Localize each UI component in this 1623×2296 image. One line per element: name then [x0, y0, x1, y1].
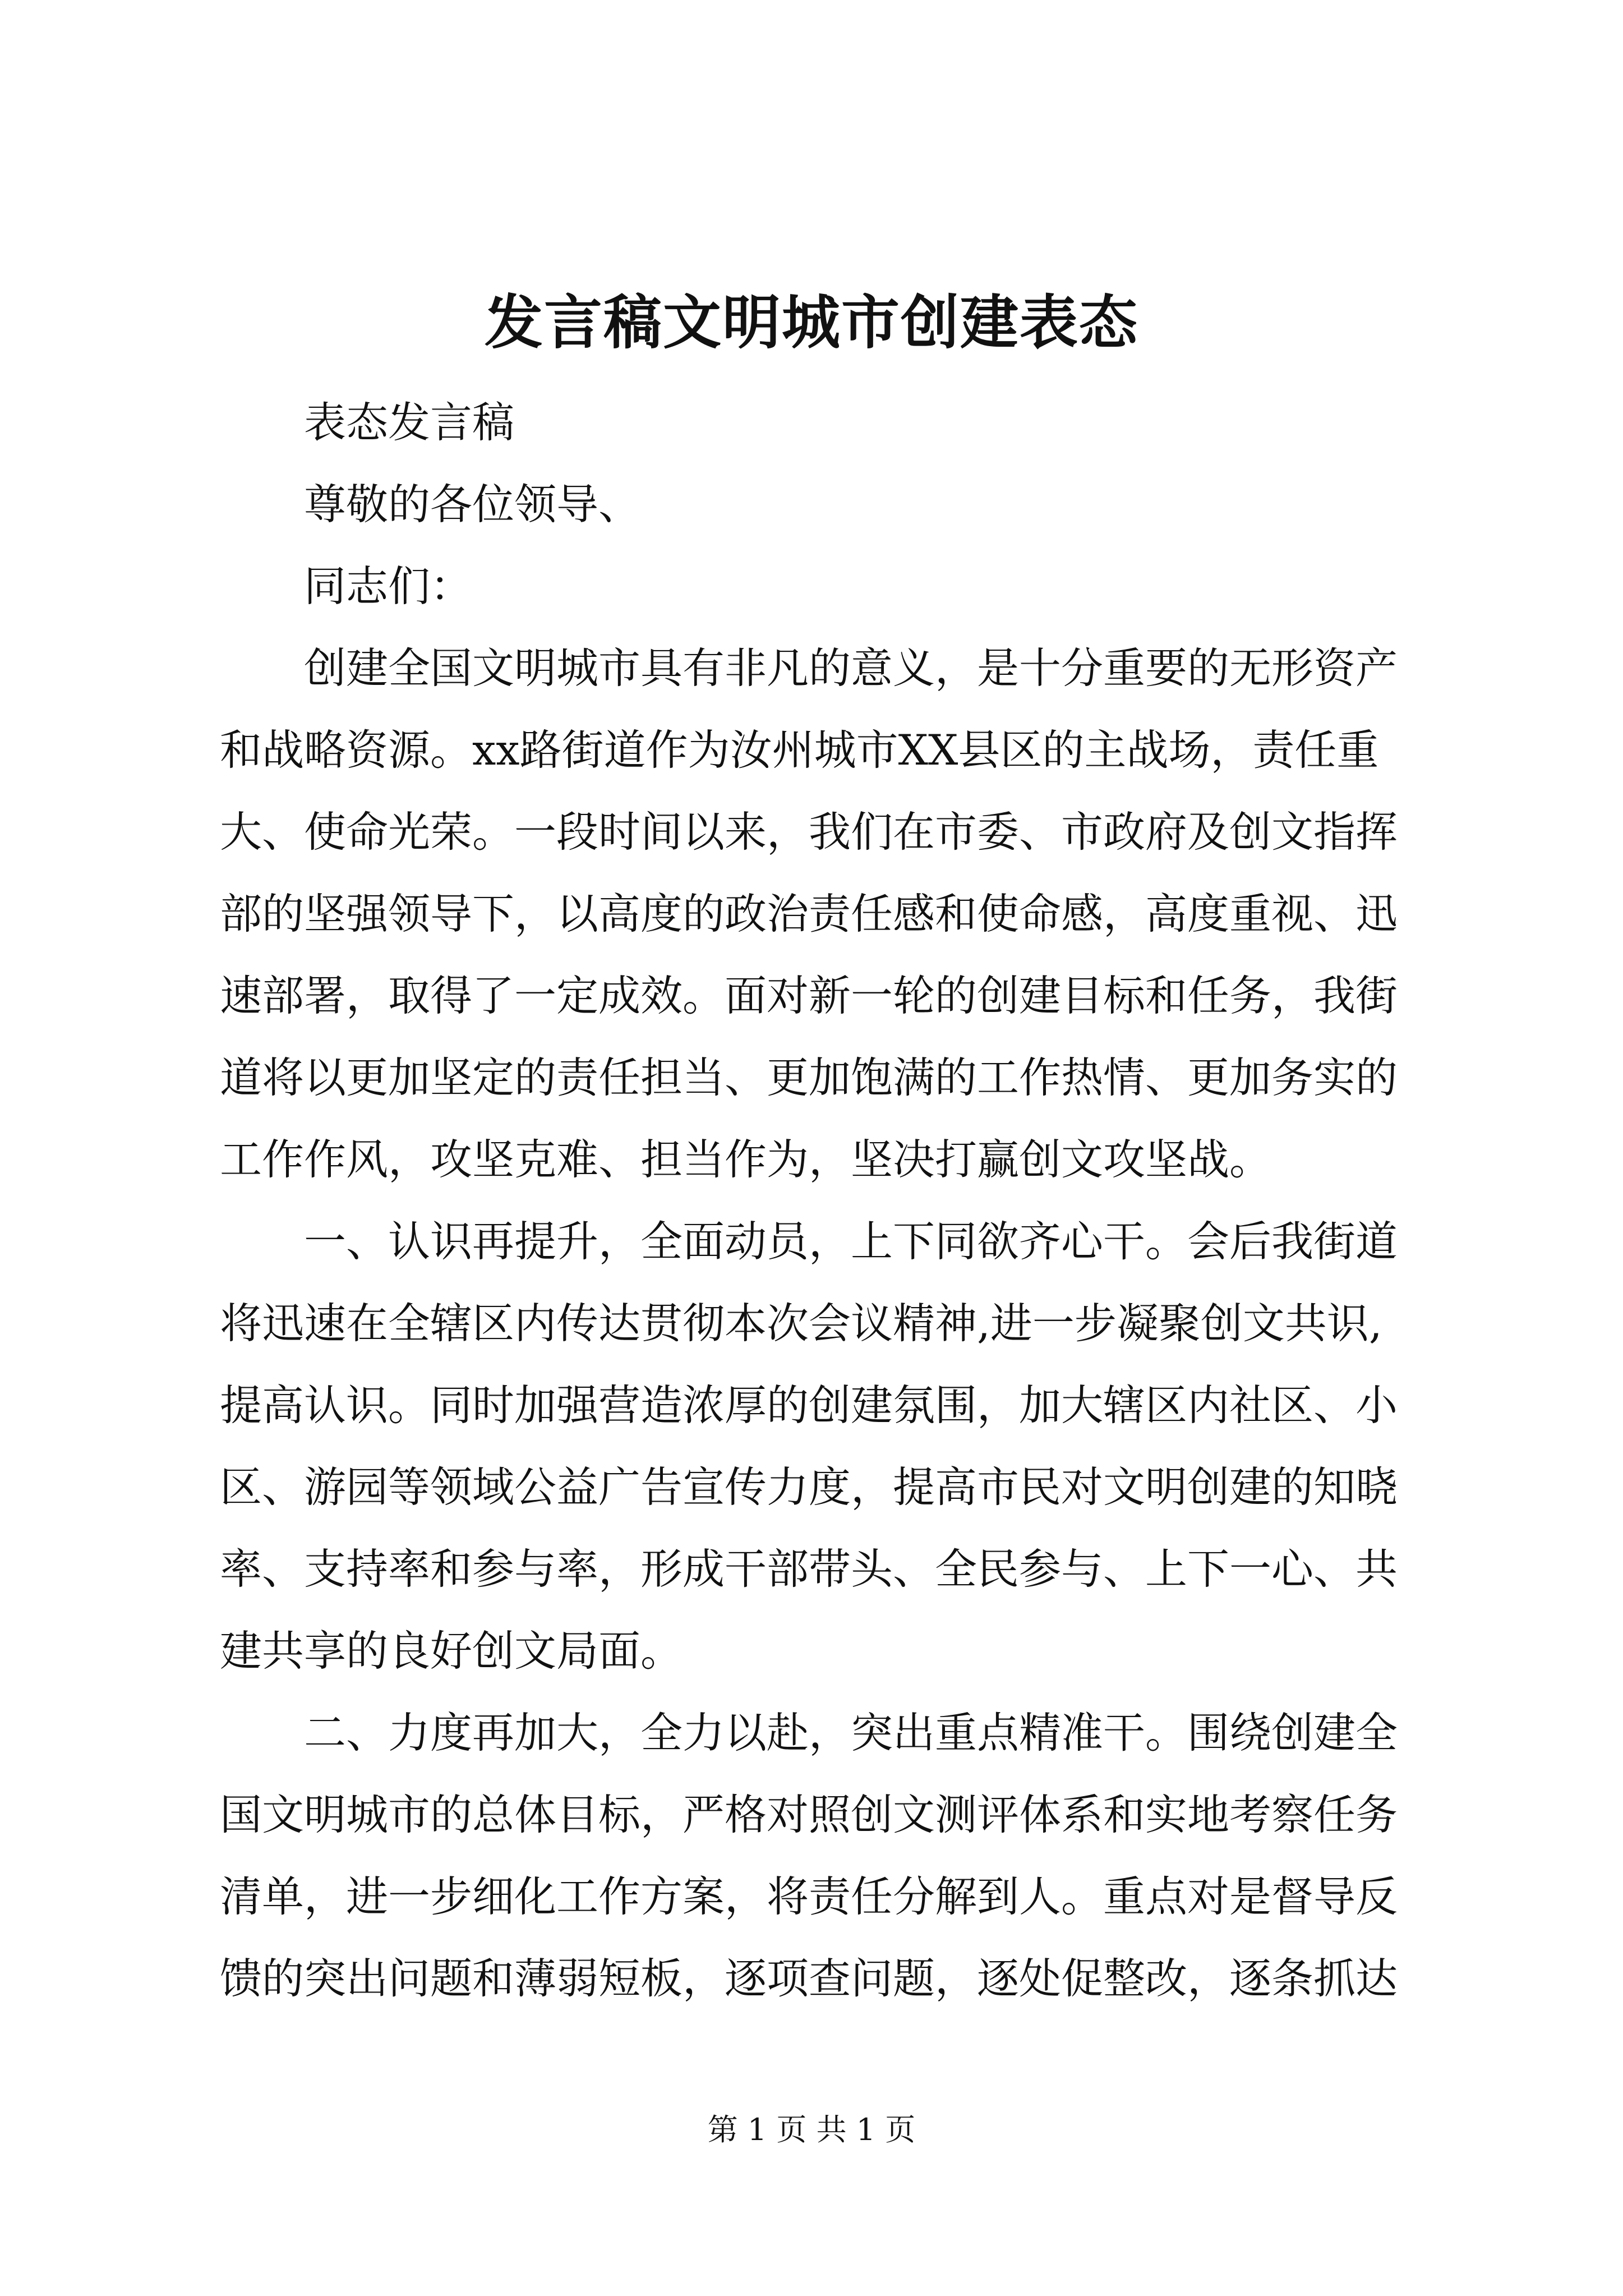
body-line: 将迅速在全辖区内传达贯彻本次会议精神,进一步凝聚创文共识, [220, 1299, 1382, 1348]
body-line: 工作作风，攻坚克难、担当作为，坚决打赢创文攻坚战。 [220, 1135, 1272, 1184]
body-line: 馈的突出问题和薄弱短板，逐项查问题，逐处促整改，逐条抓达 [220, 1954, 1398, 2003]
body-line: 大、使命光荣。一段时间以来，我们在市委、市政府及创文指挥 [220, 807, 1398, 857]
body-line: 区、游园等领域公益广告宣传力度，提高市民对文明创建的知晓 [220, 1462, 1398, 1512]
body-line: 部的坚强领导下，以高度的政治责任感和使命感，高度重视、迅 [220, 889, 1398, 938]
body-line: 同志们： [304, 562, 473, 611]
body-line: 率、支持率和参与率，形成干部带头、全民参与、上下一心、共 [220, 1544, 1398, 1594]
body-line: 创建全国文明城市具有非凡的意义，是十分重要的无形资产 [304, 643, 1398, 693]
body-line: 二、力度再加大，全力以赴，突出重点精准干。围绕创建全 [304, 1708, 1398, 1757]
body-line: 表态发言稿 [304, 398, 515, 447]
body-line: 尊敬的各位领导、 [304, 480, 641, 529]
document-body [220, 381, 1426, 2019]
body-line: 提高认识。同时加强营造浓厚的创建氛围，加大辖区内社区、小 [220, 1381, 1398, 1430]
body-line: 速部署，取得了一定成效。面对新一轮的创建目标和任务，我街 [220, 971, 1398, 1020]
body-line: 国文明城市的总体目标，严格对照创文测评体系和实地考察任务 [220, 1790, 1398, 1839]
body-line: 清单，进一步细化工作方案，将责任分解到人。重点对是督导反 [220, 1872, 1398, 1921]
body-line: 和战略资源。xx路街道作为汝州城市XX县区的主战场，责任重 [220, 725, 1379, 775]
body-line: 建共享的良好创文局面。 [220, 1626, 683, 1676]
document-title: 发言稿文明城市创建表态 [484, 288, 1138, 357]
page-footer: 第 1 页 共 1 页 [707, 2112, 916, 2147]
body-line: 一、认识再提升，全面动员，上下同欲齐心干。会后我街道 [304, 1217, 1398, 1266]
body-line: 道将以更加坚定的责任担当、更加饱满的工作热情、更加务实的 [220, 1053, 1398, 1102]
